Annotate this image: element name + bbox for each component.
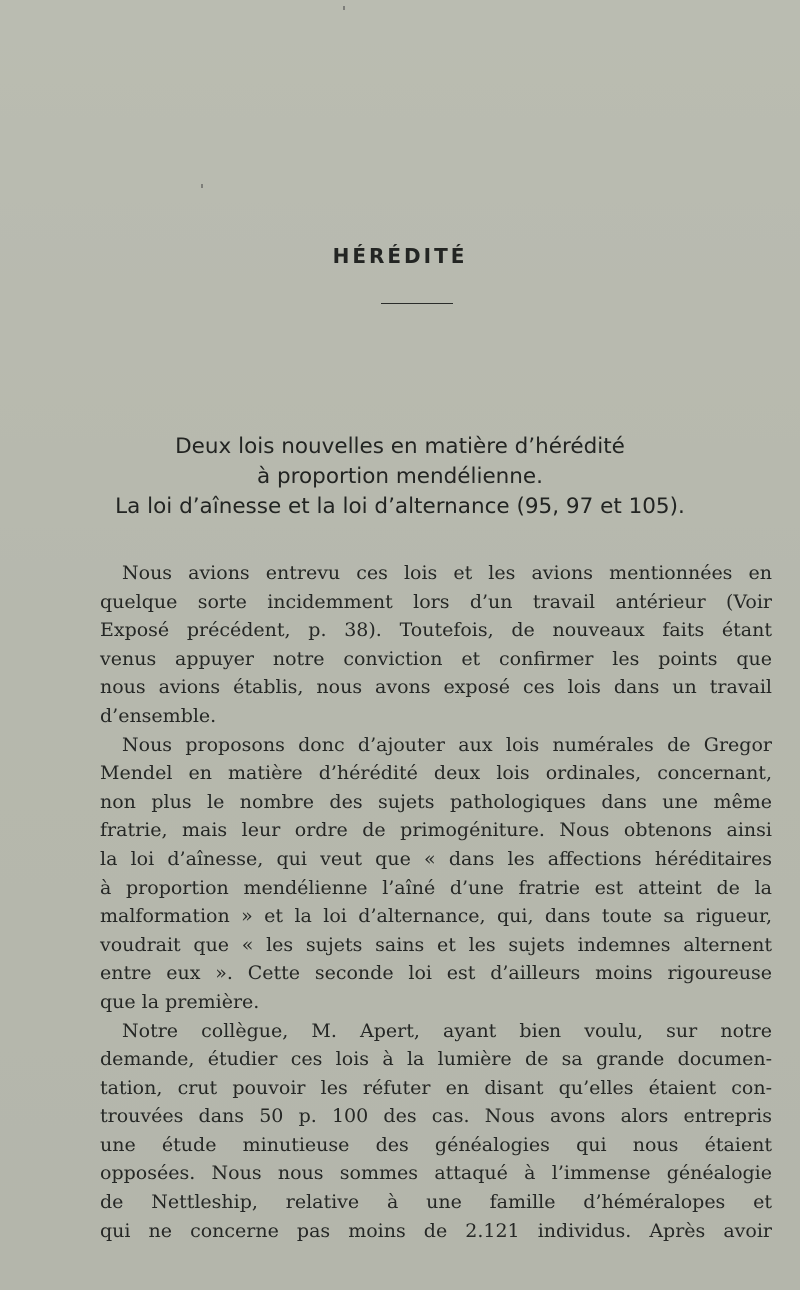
article-title-line: à proportion mendélienne.: [257, 464, 543, 489]
article-title: [0, 432, 800, 522]
text-line: Notre collègue, M. Apert, ayant bien voulu, sur notre: [122, 1019, 772, 1042]
ink-speck: [343, 6, 345, 10]
title-rule: [381, 303, 453, 304]
text-line: de Nettleship, relative à une famille d’héméralopes et: [100, 1191, 772, 1214]
article-title-line: Deux lois nouvelles en matière d’hérédité: [175, 434, 625, 459]
text-line: qui ne concerne pas moins de 2.121 individus. Après avoir: [100, 1219, 772, 1242]
text-line: venus appuyer notre conviction et confirmer les points que: [100, 647, 772, 670]
text-line: entre eux ». Cette seconde loi est d’ailleurs moins rigoureuse: [100, 962, 772, 985]
text-line: Exposé précédent, p. 38). Toutefois, de nouveaux faits étant: [100, 619, 772, 642]
text-line: Nous proposons donc d’ajouter aux lois numérales de Gregor: [122, 733, 772, 756]
text-line: fratrie, mais leur ordre de primogéniture. Nous obtenons ainsi: [100, 819, 772, 842]
paragraph: [100, 731, 772, 1017]
body-text: [100, 559, 772, 1245]
text-line: opposées. Nous nous sommes attaqué à l’immense généalogie: [100, 1162, 772, 1185]
text-line: Nous avions entrevu ces lois et les avions mentionnées en: [122, 562, 772, 584]
text-line: Mendel en matière d’hérédité deux lois ordinales, concernant,: [100, 762, 772, 785]
text-line: non plus le nombre des sujets pathologiques dans une même: [100, 790, 772, 813]
paragraph: [100, 559, 772, 731]
text-line: une étude minutieuse des généalogies qui nous étaient: [100, 1133, 772, 1156]
text-line: trouvées dans 50 p. 100 des cas. Nous avons alors entrepris: [100, 1105, 772, 1128]
text-line: la loi d’aînesse, qui veut que « dans les affections héréditaires: [100, 847, 772, 870]
text-line: voudrait que « les sujets sains et les sujets indemnes alternent: [100, 933, 772, 956]
text-line: malformation » et la loi d’alternance, qui, dans toute sa rigueur,: [100, 905, 772, 928]
text-line: à proportion mendélienne l’aîné d’une fratrie est atteint de la: [100, 876, 772, 899]
text-line: d’ensemble.: [100, 704, 217, 727]
text-line: nous avions établis, nous avons exposé ces lois dans un travail: [100, 676, 772, 699]
text-line: demande, étudier ces lois à la lumière de sa grande documen-: [100, 1048, 772, 1071]
paragraph: [100, 1017, 772, 1246]
section-title: HÉRÉDITÉ: [332, 244, 468, 268]
text-line: que la première.: [100, 990, 260, 1013]
text-line: quelque sorte incidemment lors d’un travail antérieur (Voir: [100, 590, 772, 613]
article-title-line: La loi d’aînesse et la loi d’alternance (95, 97 et 105).: [115, 494, 685, 519]
ink-speck: [201, 184, 203, 188]
text-line: tation, crut pouvoir les réfuter en disant qu’elles étaient con-: [100, 1076, 772, 1099]
